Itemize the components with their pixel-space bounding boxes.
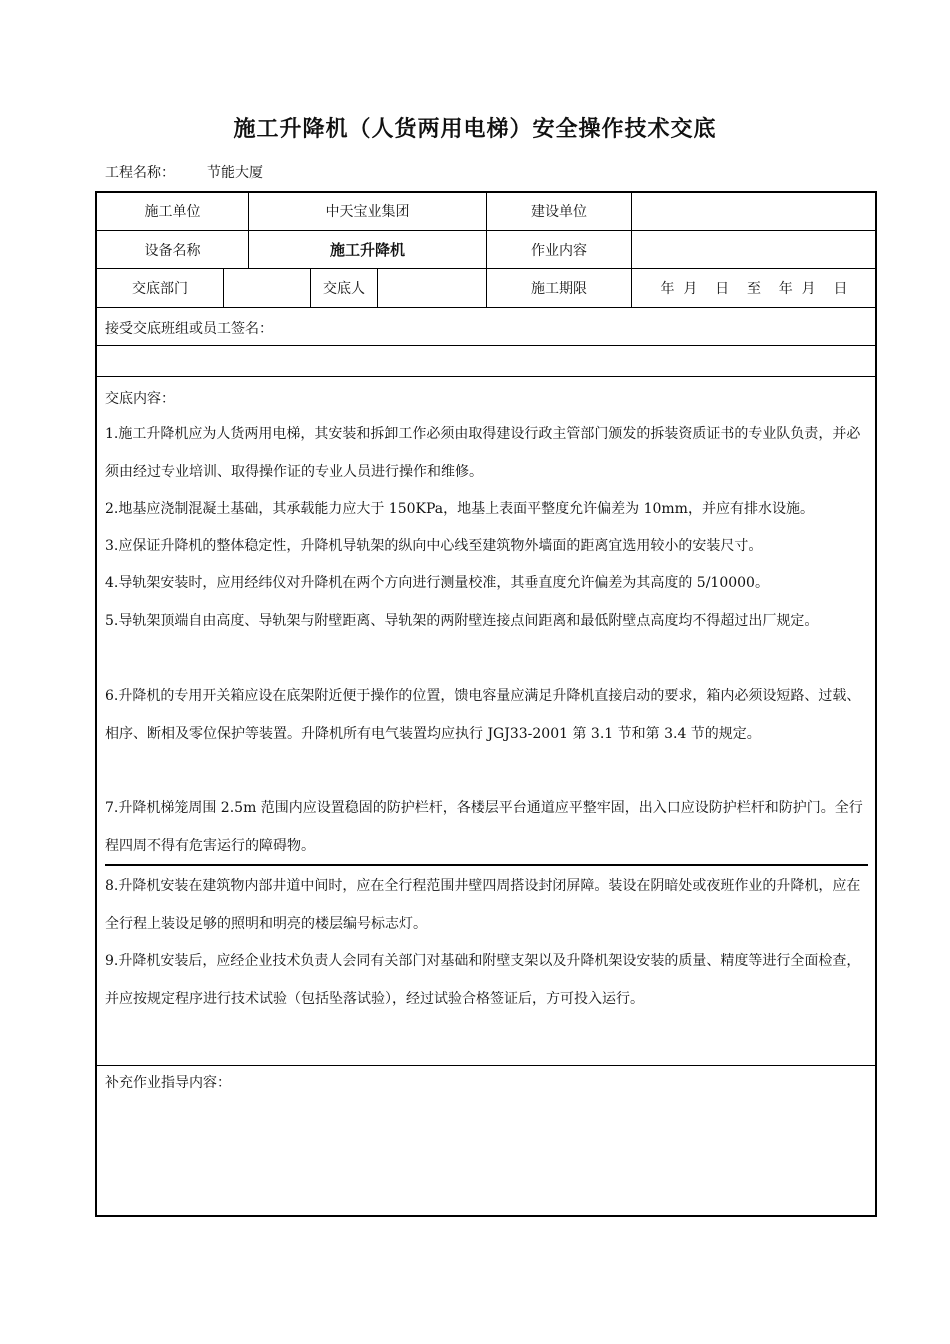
signature-label: 接受交底班组或员工签名： <box>105 321 273 337</box>
content-item-8: 8.升降机安装在建筑物内部井道中间时，应在全行程范围井壁四周搭设封闭屏障。装设在阴暗处或夜班作业的升降机，应在全行程上装设足够的照明和明亮的楼层编号标志灯。 <box>105 878 861 932</box>
project-label: 工程名称： <box>105 165 175 181</box>
content-item-5: 5.导轨架顶端自由高度、导轨架与附壁距离、导轨架的两附壁连接点间距离和最低附壁点高度均不得超过出厂规定。 <box>105 613 819 629</box>
owner-unit-value <box>632 192 876 230</box>
content-item-9: 9.升降机安装后，应经企业技术负责人会同有关部门对基础和附壁支架以及升降机架设安装的质量、精度等进行全面检查，并应按规定程序进行技术试验（包括坠落试验），经过试验合格签证后，方可投入运行。 <box>105 953 861 1007</box>
project-name: 节能大厦 <box>207 165 263 181</box>
document-title: 施工升降机（人货两用电梯）安全操作技术交底 <box>233 116 717 142</box>
work-content-label: 作业内容 <box>531 242 587 259</box>
equipment-label: 设备名称 <box>144 242 201 259</box>
content-item-6: 6.升降机的专用开关箱应设在底架附近便于操作的位置，馈电容量应满足升降机直接启动的要求，箱内必须设短路、过载、相序、断相及零位保护等装置。升降机所有电气装置均应执行 JGJ33-2001 第 3.1 节和第 3.4 节的规定。 <box>105 688 861 742</box>
period-label: 施工期限 <box>531 281 587 297</box>
content-item-2: 2.地基应浇制混凝土基础，其承载能力应大于 150KPa，地基上表面平整度允许偏差为 10mm，并应有排水设施。 <box>105 501 814 517</box>
content-item-7: 7.升降机梯笼周围 2.5m 范围内应设置稳固的防护栏杆，各楼层平台通道应平整牢固，出入口应设防护栏杆和防护门。全行程四周不得有危害运行的障碍物。 <box>105 800 863 854</box>
content-label: 交底内容： <box>105 391 175 407</box>
content-item-1: 1.施工升降机应为人货两用电梯，其安装和拆卸工作必须由取得建设行政主管部门颁发的拆装资质证书的专业队负责，并必须由经过专业培训、取得操作证的专业人员进行操作和维修。 <box>105 426 861 480</box>
construction-unit-label: 施工单位 <box>144 204 201 220</box>
supplement-label: 补充作业指导内容： <box>105 1075 231 1091</box>
content-divider <box>105 864 868 866</box>
project-line <box>105 162 263 182</box>
period-value: 年 月 日 至 年 月 日 <box>660 281 848 297</box>
construction-unit-value: 中天宝业集团 <box>325 204 410 220</box>
content-item-3: 3.应保证升降机的整体稳定性，升降机导轨架的纵向中心线至建筑物外墙面的距离宜选用较小的安装尺寸。 <box>105 538 763 554</box>
equipment-value: 施工升降机 <box>329 241 405 259</box>
content-item-4: 4.导轨架安装时，应用经纬仪对升降机在两个方向进行测量校准，其垂直度允许偏差为其高度的 5/10000。 <box>105 575 769 591</box>
person-label: 交底人 <box>323 281 365 297</box>
person-value <box>378 269 486 307</box>
dept-label: 交底部门 <box>132 281 188 297</box>
dept-value <box>224 269 310 307</box>
owner-unit-label: 建设单位 <box>531 204 587 220</box>
work-content-value <box>632 231 876 268</box>
